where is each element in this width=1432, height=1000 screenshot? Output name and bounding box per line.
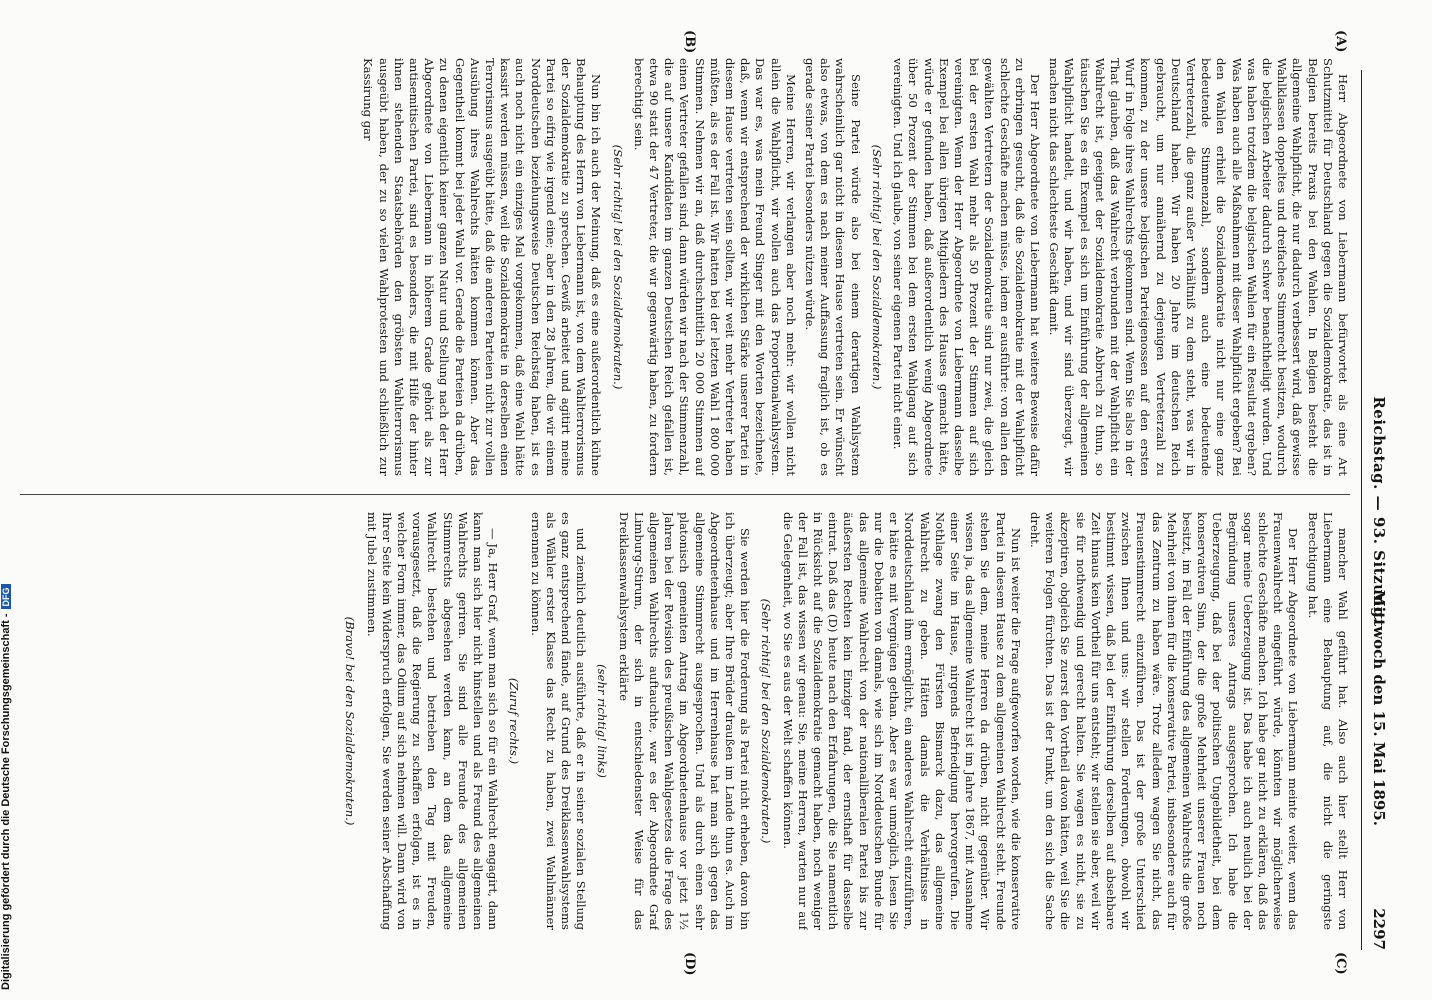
interjection: (Sehr richtig! bei den Sozialdemokraten.) xyxy=(869,144,884,390)
paragraph: und ziemlich deutlich ausführte, daß er in seiner sozialen Stellung es ganz entsprechend fände, auf Grund des Dreiklassenwahlsystems als Wähler erster Klasse das Recht zu haben, zwei Wahlmänner ernennen zu können. xyxy=(528,512,589,930)
right-column xyxy=(20,512,1350,930)
paragraph: Meine Herren, wir verlangen aber noch mehr: wir wollen nicht allein die Wahlpflicht, wir wollen auch das Proportionalwahlsystem. Das war es, was mein Freund Singer mit den Worten bezeichnete, daß, wenn wir entsprechend der wirklichen Stärke unserer Partei in diesem Hause vertreten sein sollten, wir weit mehr Vertreter haben müßten, als es der Fall ist. Wir hatten bei der letzten Wahl 1 800 000 Stimmen. Nehmen wir an, daß durchschnittlich 20 000 Stimmen auf einen Vertreter gefallen sind, dann würden wir nach der Stimmenzahl, die auf unsere Kandidaten im ganzen Deutschen Reich gefallen ist, etwa 90 statt der 47 Vertreter, die wir gegenwärtig haben, zu fordern berechtigt sein. xyxy=(631,58,798,476)
paragraph: Der Herr Abgeordnete von Liebermann hat weitere Beweise dafür zu erbringen gesucht, daß die Sozialdemokratie mit der Wahlpflicht schlechte Geschäfte machen müsse, indem er ausführte: von allen den gewählten Vertretern der Sozialdemokratie sind nur zwei, die gleich bei der ersten Wahl mehr als 50 Prozent der Stimmen auf sich vereinigten. Wenn der Herr Abgeordnete von Liebermann dasselbe Exempel bei allen übrigen Mitgliedern des Hauses gemacht hätte, würde er gefunden haben, daß außerordentlich wenig Abgeordnete über 50 Prozent der Stimmen bei dem ersten Wahlgang auf sich vereinigten. Und ich glaube, von seiner eigenen Partei nicht einer. xyxy=(891,58,1042,476)
marker-b: (B) xyxy=(682,30,697,54)
paragraph: Herr Abgeordnete von Liebermann befürwortet als eine Art Schutzmittel für Deutschland gegen die Sozialdemokratie, das ist in Belgien bereits Praxis bei den Wahlen. In Belgien besteht die allgemeine Wahlpflicht, die nur dadurch verbessert wird, daß gewisse Wahlklassen doppeltes und dreifaches Stimmrecht besitzen, wodurch die belgischen Arbeiter dadurch schwer benachtheiligt wurden. Und was haben trotzdem die belgischen Wahlen für ein Resultat ergeben? Was haben auch alle Maßnahmen mit dieser Wahlpflicht ergeben? Bei den Wahlen erhielt die Sozialdemokratie nicht nur eine ganz bedeutende Stimmenzahl, sondern auch eine bedeutende Vertreterzahl, die ganz außer Verhältniß zu dem steht, was wir in Deutschland haben. Wir haben 20 Jahre im deutschen Reich gebraucht, um nur annähernd zu derjenigen Vertreterzahl zu kommen, zu der unsere belgischen Parteigenossen auf den ersten Wurf in Folge ihres Wahlrechts gekommen sind. Wenn Sie also in der That glauben, daß das Wahlrecht verbunden mit der Wahlpflicht ein Wahlrecht ist, geeignet der Sozialdemokratie Abbruch zu thun, so täuschen Sie es ein Exempel es sich um Einführung der allgemeinen Wahlpflicht handelt, und wir haben, und wir sind überzeugt, wir machen nicht das schlechteste Geschäft damit. xyxy=(1047,58,1350,476)
paragraph: Sie werden hier die Forderung als Partei nicht erheben, davon bin ich überzeugt; aber Ihre Brüder draußen im Lande thun es. Auch im Abgeordnetenhause und im Herrenhause hat man sich gegen das allgemeine Stimmrecht ausgesprochen. Und als durch einen sehr platonisch gemeinten Antrag im Abgeordnetenhause vor jetzt 1½ Jahren bei der Revision des preußischen Wahlgesetzes die Frage des allgemeinen Wahlrechts auftauchte, war es der Abgeordnete Graf Limburg-Stirum, der sich in entschiedenster Weise für das Dreiklassenwahlsystem erklärte xyxy=(616,512,753,930)
paragraph: Nun bin ich auch der Meinung, daß es eine außerordentlich kühne Behauptung des Herrn von Liebermann ist, von dem Wahlterrorismus der Sozialdemokratie zu sprechen. Gewiß arbeitet und agitirt meine Partei so eifrig wie irgend eine; aber in den 28 Jahren, die wir einem Norddeutschen beziehungsweise Deutschen Reichstag haben, ist es auch noch nicht ein einziges Mal vorgekommen, daß eine Wahl hätte kassirt werden müssen, weil die Sozialdemokratie in derselben einen Terrorismus ausgeübt hätte, daß die anderen Parteien nicht zur vollen Ausübung ihres Wahlrechts hätten kommen können. Aber das Gegentheil kommt bei jeder Wahl vor. Gerade die Parteien da drüben, zu denen eigentlich keiner ganzen Natur und Stellung nach der Herr Abgeordnete von Liebermann in höherem Grade gehört als zur antisemitischen Partei, sind es besonders, die mit Hilfe der hinter ihnen stehenden Staatsbehörden den gröbsten Wahlterrorismus ausgeübt haben, der zu so vielen Wahlprotesten und schließlich zur Kassirung gar xyxy=(361,58,604,476)
interjection: (Zuruf rechts.) xyxy=(507,677,522,765)
credit-text: Digitalisierung gefördert durch die Deutsche Forschungsgemeinschaft - xyxy=(0,613,12,990)
paragraph: Der Herr Abgeordnete von Liebermann meinte weiter, wenn das Frauenwahlrecht eingeführt würde, könnten wir möglicherweise schlechte Geschäfte machen. Ich habe gar nicht zu erklären, daß das sogar meine Ueberzeugung ist. Das habe ich auch neulich bei der Begründung unseres Antrags ausgesprochen. Ich habe die Ueberzeugung, daß bei der politischen Ungebildetheit, bei dem konservativen Sinn, der die große Mehrheit unserer Frauen noch besitzt, im Fall der Einführung des allgemeinen Wahlrechts die große Mehrheit von ihnen für die konservative Partei, insbesondere auch für das Zentrum zu haben wäre. Trotz alledem wagen Sie nicht, das Frauenstimmrecht einzuführen. Das ist der große Unterschied zwischen Ihnen und uns: wir stellen Forderungen, obwohl wir bestimmt wissen, daß bei der Einführung derselben auf absehbare Zeit hinaus kein Vortheil für uns entsteht; wir stellen sie aber, weil wir sie für nothwendig und gerecht halten. Sie wagen es nicht, sie zu akzeptiren, obgleich Sie zuerst den Vortheil davon hätten, weil Sie die weiteren Folgen fürchten. Das ist der Punkt, um den sich die Sache dreht. xyxy=(1027,512,1301,930)
page-number: 2297 xyxy=(1370,908,1388,950)
dfg-logo-badge: DFG xyxy=(1,584,11,609)
marker-d: (D) xyxy=(682,952,697,976)
session-date: Mittwoch den 15. Mai 1895. xyxy=(1370,590,1388,827)
page-header xyxy=(1360,70,1392,950)
header-rule xyxy=(1361,70,1362,950)
left-column xyxy=(20,58,1350,476)
interjection: (Sehr richtig! bei den Sozialdemokraten.) xyxy=(759,598,774,844)
interjection: (sehr richtig! links) xyxy=(595,664,610,778)
marker-c: (C) xyxy=(1333,952,1348,975)
interjection: (Bravo! bei den Sozialdemokraten.) xyxy=(343,616,358,826)
session-title: Reichstag. — 93. Sitzung. xyxy=(1370,396,1388,624)
paragraph: Seine Partei würde also bei einem derartigen Wahlsystem wahrscheinlich gar nicht in diesem Hause vertreten sein. Er wünscht also etwas, von dem es nach meiner Auffassung fraglich ist, ob es gerade seiner Partei besonders nützen würde. xyxy=(803,58,863,476)
paragraph: — Ja, Herr Graf, wenn man sich so für ein Wahlrecht engagirt, dann kann man sich hier nicht hinstellen und als Freund des allgemeinen Wahlrechts geriren. Sie sind alle Freunde des allgemeinen Stimmrechts abgesehen werden kann, an dem das allgemeine Wahlrecht bestehen und betrieben den Tag mit Freuden, vorausgesetzt, daß die Regierung zu schaffen erfolgen, ist es in welcher Form immer, das Odium auf sich nehmen will. Dann wird von Ihrer Seite kein Widerspruch erfolgen, Sie werden seiner Abschaffung mit Jubel zustimmen. xyxy=(364,512,501,930)
paragraph: Nun ist weiter die Frage aufgeworfen worden, wie die konservative Partei in diesem Hause zu dem allgemeinen Wahlrecht steht. Freunde stehen Sie dem, meine Herren da drüben, nicht gegenüber. Wir wissen ja, das allgemeine Wahlrecht ist im Jahre 1867, mit Ausnahme einer Seite im Hause, nirgends Befriedigung hervorgerufen. Die Nothlage zwang den Fürsten Bismarck dazu, das allgemeine Wahlrecht zu geben. Hätten damals die Verhältnisse in Norddeutschland ihm ermöglicht, ein anderes Wahlrecht einzuführen, er hätte es mit Vergnügen gethan. Aber es war unmöglich, lesen Sie nur die Debatten von damals, wie sich im Norddeutschen Bunde für das allgemeine Wahlrecht von der nationalliberalen Partei bis zur äußersten Rechten kein Einziger fand, der ernsthaft für dasselbe eintrat. Daß das (D) heute nach den Erfahrungen, die Sie namentlich in Rücksicht auf die Sozialdemokratie gemacht haben, noch weniger der Fall ist, das wissen wir genau: Sie, meine Herren, warten nur auf die Gelegenheit, wo Sie es aus der Welt schaffen können. xyxy=(780,512,1023,930)
paragraph: mancher Wahl geführt hat. Also auch hier stellt Herr von Liebermann eine Behauptung auf, die nicht die geringste Berechtigung hat. xyxy=(1305,512,1350,930)
marker-a: (A) xyxy=(1333,30,1348,53)
column-rule xyxy=(20,494,1350,495)
interjection: (Sehr richtig! bei den Sozialdemokraten.) xyxy=(610,144,625,390)
